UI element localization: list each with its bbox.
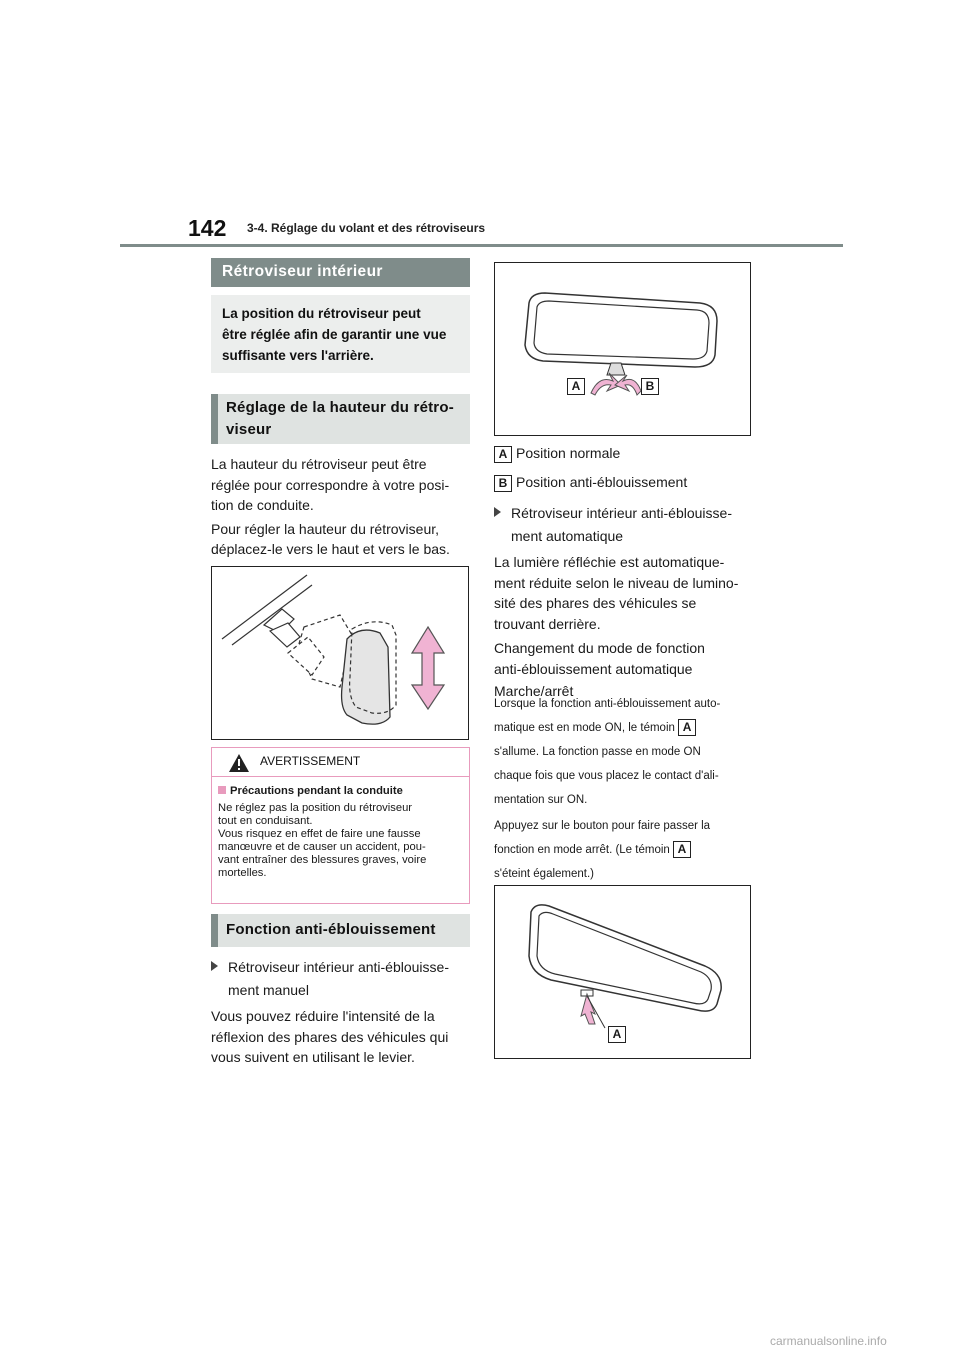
warning-line: Vous risquez en effet de faire une fausse xyxy=(218,828,421,840)
key-b: B xyxy=(494,475,512,492)
bullet-text: ment automatique xyxy=(511,528,624,544)
header-rule xyxy=(120,244,843,247)
mirror-height-illustration xyxy=(212,567,468,739)
bullet-triangle-icon xyxy=(211,961,218,971)
manual-section xyxy=(211,956,473,1068)
mirror-lever-figure xyxy=(494,262,751,436)
bullet-text: ment manuel xyxy=(228,982,309,998)
bullet-triangle-icon xyxy=(494,507,501,517)
note-text: matique est en mode ON, le témoin xyxy=(494,722,675,734)
text-line: sité des phares des véhicules se xyxy=(494,595,697,611)
text-line: La hauteur du rétroviseur peut être xyxy=(211,456,427,472)
text-line: Marche/arrêt xyxy=(494,683,574,699)
indicator-a-key: A xyxy=(678,719,696,736)
legend-text: Position anti-éblouissement xyxy=(516,474,688,490)
warning-line: manœuvre et de causer un accident, pou- xyxy=(218,841,426,853)
text-line: Pour régler la hauteur du rétroviseur, xyxy=(211,520,440,537)
note-line: chaque fois que vous placez le contact d'ali- xyxy=(494,770,719,782)
note-text: fonction en mode arrêt. (Le témoin xyxy=(494,844,670,856)
text-line: réglée pour correspondre à votre posi- xyxy=(211,476,450,493)
indicator-a-key: A xyxy=(673,841,691,858)
warning-box xyxy=(211,747,470,904)
text-line: Vous pouvez réduire l'intensité de la xyxy=(211,1008,435,1024)
intro-box xyxy=(211,295,470,373)
note-line: Appuyez sur le bouton pour faire passer la xyxy=(494,820,711,832)
warning-subhead-text: Précautions pendant la conduite xyxy=(230,785,403,797)
text-line: anti-éblouissement automatique xyxy=(494,660,693,677)
intro-line: suffisante vers l'arrière. xyxy=(222,348,374,363)
key-a: A xyxy=(494,446,512,463)
page-number: 142 xyxy=(188,215,227,241)
text-line: vous suivent en utilisant le levier. xyxy=(211,1049,415,1065)
text-line: Changement du mode de fonction xyxy=(494,640,705,656)
warning-subhead xyxy=(218,785,463,798)
note-line xyxy=(494,838,756,862)
note-line xyxy=(494,716,756,740)
warning-line: vant entraîner des blessures graves, voire xyxy=(218,854,427,866)
antiglare-title: Fonction anti-éblouissement xyxy=(226,921,436,938)
bullet-text: Rétroviseur intérieur anti-éblouisse- xyxy=(511,505,732,521)
warning-header xyxy=(212,748,469,777)
up-down-arrow-icon xyxy=(412,627,444,709)
note-line: mentation sur ON. xyxy=(494,794,588,806)
legend-a xyxy=(494,443,620,463)
warning-line: tout en conduisant. xyxy=(218,815,313,827)
label-a: A xyxy=(608,1026,626,1043)
rotate-arrows-icon xyxy=(591,373,641,395)
bullet-text: Rétroviseur intérieur anti-éblouisse- xyxy=(228,959,449,975)
main-title: Rétroviseur intérieur xyxy=(222,263,383,280)
text-line: réflexion des phares des véhicules qui xyxy=(211,1028,449,1045)
note-line: s'éteint également.) xyxy=(494,868,595,880)
warning-title: AVERTISSEMENT xyxy=(260,754,361,768)
legend-b xyxy=(494,472,687,492)
auto-bullet xyxy=(494,502,756,524)
main-title-box xyxy=(211,258,470,287)
auto-notes xyxy=(494,692,756,886)
mirror-height-figure xyxy=(211,566,469,740)
intro-line: être réglée afin de garantir une vue xyxy=(222,327,447,342)
legend-text: Position normale xyxy=(516,445,621,461)
warning-body xyxy=(212,777,469,888)
label-a: A xyxy=(567,378,585,395)
section-title: 3-4. Réglage du volant et des rétroviseurs xyxy=(247,221,486,235)
note-line: s'allume. La fonction passe en mode ON xyxy=(494,746,701,758)
text-line: tion de conduite. xyxy=(211,497,314,513)
manual-bullet xyxy=(211,956,473,978)
text-line: ment réduite selon le niveau de lumino- xyxy=(494,574,739,591)
height-paragraph xyxy=(211,454,473,560)
height-adjust-heading xyxy=(211,394,470,444)
note-line: Lorsque la fonction anti-éblouissement auto- xyxy=(494,698,721,710)
watermark: carmanualsonline.info xyxy=(770,1334,887,1348)
heading-line: viseur xyxy=(226,421,272,438)
intro-line: La position du rétroviseur peut xyxy=(222,306,421,321)
text-line: trouvant derrière. xyxy=(494,615,601,632)
antiglare-heading xyxy=(211,914,470,947)
pink-square-icon xyxy=(218,786,226,794)
warning-icon xyxy=(228,753,250,773)
warning-line: mortelles. xyxy=(218,867,267,879)
heading-line: Réglage de la hauteur du rétro- xyxy=(226,399,454,416)
auto-section xyxy=(494,502,756,702)
warning-line: Ne réglez pas la position du rétroviseur xyxy=(218,802,413,814)
label-b: B xyxy=(641,378,659,395)
text-line: La lumière réfléchie est automatique- xyxy=(494,554,725,570)
mirror-lever-illustration xyxy=(495,263,750,435)
text-line: déplacez-le vers le haut et vers le bas. xyxy=(211,541,450,557)
pointer-arrow-icon xyxy=(581,994,605,1028)
auto-mirror-figure xyxy=(494,885,751,1059)
